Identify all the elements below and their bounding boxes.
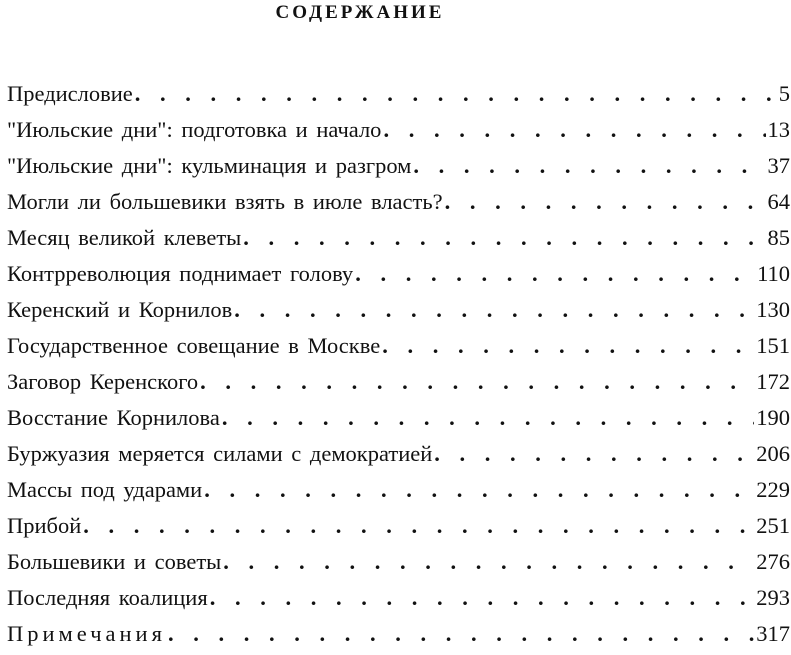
toc-entry[interactable]: [7, 223, 790, 259]
dot-leader: [221, 547, 754, 577]
toc-entry-title: Последняя коалиция: [7, 585, 208, 610]
toc-entry-title: Могли ли большевики взять в июле власть?: [7, 189, 443, 214]
toc-entry-page: 130: [756, 297, 790, 322]
dot-leader: [380, 331, 754, 361]
dot-leader: [166, 619, 754, 649]
toc-entry[interactable]: [7, 475, 790, 511]
toc-entry-page: 172: [756, 369, 790, 394]
toc-entry-title: Большевики и советы: [7, 549, 222, 574]
toc-entry-page: 85: [767, 225, 790, 250]
toc-entry-title: Предисловие: [7, 81, 133, 106]
dot-leader: [232, 295, 754, 325]
toc-entry[interactable]: [7, 331, 790, 367]
toc-entry-page: 251: [756, 513, 790, 538]
toc-entry-page: 37: [767, 153, 790, 178]
toc-entry-title: Керенский и Корнилов: [7, 297, 233, 322]
toc-entry-page: 64: [767, 189, 790, 214]
toc-entry-title: Примечания: [7, 621, 166, 646]
toc-entry-title: Заговор Керенского: [7, 369, 199, 394]
dot-leader: [381, 115, 765, 145]
dot-leader: [133, 79, 777, 109]
table-of-contents: [7, 79, 790, 655]
dot-leader: [198, 367, 754, 397]
toc-entry[interactable]: [7, 295, 790, 331]
toc-entry[interactable]: [7, 259, 790, 295]
dot-leader: [432, 439, 754, 469]
toc-entry-title: Прибой: [7, 513, 82, 538]
toc-entry-page: 206: [756, 441, 790, 466]
toc-entry-title: Месяц великой клеветы: [7, 225, 242, 250]
toc-entry-page: 276: [756, 549, 790, 574]
toc-entry[interactable]: [7, 151, 790, 187]
toc-entry-title: "Июльские дни": кульминация и разгром: [7, 153, 412, 178]
toc-entry[interactable]: [7, 187, 790, 223]
toc-entry-page: 190: [756, 405, 790, 430]
toc-entry-page: 293: [756, 585, 790, 610]
page-title: СОДЕРЖАНИЕ: [275, 2, 445, 23]
dot-leader: [353, 259, 755, 289]
toc-entry-title: Контрреволюция поднимает голову: [7, 261, 354, 286]
dot-leader: [220, 403, 754, 433]
toc-entry-page: 151: [756, 333, 790, 358]
toc-entry-page: 229: [756, 477, 790, 502]
dot-leader: [241, 223, 765, 253]
toc-entry-title: "Июльские дни": подготовка и начало: [7, 117, 382, 142]
toc-entry[interactable]: [7, 511, 790, 547]
toc-entry[interactable]: [7, 619, 790, 655]
toc-entry-title: Восстание Корнилова: [7, 405, 220, 430]
toc-entry[interactable]: [7, 115, 790, 151]
toc-entry[interactable]: [7, 439, 790, 475]
toc-entry[interactable]: [7, 367, 790, 403]
toc-entry-page: 317: [756, 621, 790, 646]
toc-entry-title: Массы под ударами: [7, 477, 203, 502]
toc-entry[interactable]: [7, 583, 790, 619]
toc-entry-title: Государственное совещание в Москве: [7, 333, 381, 358]
dot-leader: [202, 475, 754, 505]
toc-entry-page: 13: [767, 117, 790, 142]
toc-entry[interactable]: [7, 547, 790, 583]
dot-leader: [411, 151, 765, 181]
toc-entry[interactable]: [7, 403, 790, 439]
toc-entry-title: Буржуазия меряется силами с демократией: [7, 441, 433, 466]
dot-leader: [81, 511, 754, 541]
dot-leader: [443, 187, 766, 217]
toc-entry[interactable]: [7, 79, 790, 115]
toc-entry-page: 110: [757, 261, 790, 286]
toc-entry-page: 5: [778, 81, 790, 106]
dot-leader: [208, 583, 755, 613]
